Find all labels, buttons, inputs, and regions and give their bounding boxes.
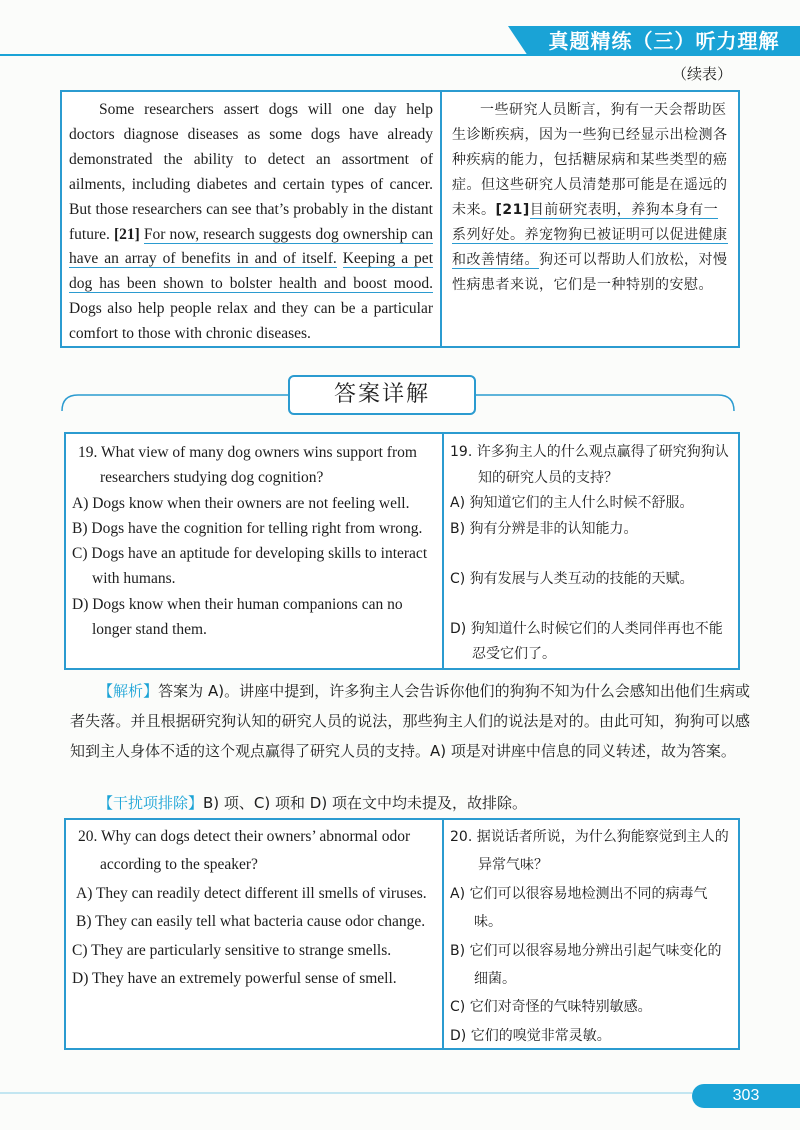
page-number: 303: [692, 1084, 800, 1108]
q20-divider: [442, 820, 444, 1048]
q20-zh-option-a: A) 它们可以很容易地检测出不同的病毒气味。: [450, 885, 708, 931]
q20-en-option-c: C) They are particularly sensitive to strange smells.: [72, 941, 392, 959]
passage-zh-underline-2: 养宠物狗已被证明可以促进健康和改善情绪。: [452, 227, 728, 268]
q20-english: [72, 823, 436, 993]
q19-chinese: [450, 440, 732, 668]
passage-zh-underline-1: 目前研究表明，养狗本身有一系列好处。: [452, 202, 719, 243]
header-band-edge: [508, 26, 528, 56]
q19-zh-question: 19. 许多狗主人的什么观点赢得了研究狗狗认知的研究人员的支持？: [450, 444, 729, 486]
passage-zh-part1: 一些研究人员断言，狗有一天会帮助医生诊断疾病，因为一些狗已经显示出检测各种疾病的能力，包括糖尿病和某些类型的癌症。但这些研究人员清楚那可能是在遥远的未来。: [452, 102, 728, 218]
passage-zh-marker: [21]: [495, 202, 530, 218]
q20-zh-option-c: C) 它们对奇怪的气味特别敏感。: [450, 999, 652, 1016]
passage-en-underline-2: Keeping a pet dog has been shown to bolster health and boost mood.: [69, 250, 433, 293]
question-19-table: [64, 432, 740, 670]
passage-en-part1: Some researchers assert dogs will one day help doctors diagnose diseases as some dogs have already demonstrated the ability to detect an assortment of ailments, including diabetes and certain types of cancer. But those researchers can see that’s probably in the distant future.: [69, 101, 433, 243]
distractor-text: B) 项、C) 项和 D) 项在文中均未提及，故排除。: [203, 794, 527, 812]
q19-distractor: [70, 788, 750, 818]
passage-en-part2: Dogs also help people relax and they can be a particular comfort to those with chronic diseases.: [69, 300, 433, 343]
header-rule: [0, 54, 528, 56]
q20-chinese: [450, 823, 732, 1050]
distractor-tag: 【干扰项排除】: [98, 794, 204, 812]
q19-zh-option-c: C) 狗有发展与人类互动的技能的天赋。: [450, 570, 694, 587]
q20-en-option-b: B) They can easily tell what bacteria cause odor change.: [76, 913, 426, 931]
q20-en-question: 20. Why can dogs detect their owners’ abnormal odor according to the speaker?: [78, 828, 411, 874]
analysis-text: 答案为 A)。讲座中提到，许多狗主人会告诉你他们的狗狗不知为什么会感知出他们生病或者失落。并且根据研究狗认知的研究人员的说法，那些狗主人们的说法是对的。由此可知，狗狗可以感知到主人身体不适的这个观点赢得了研究人员的支持。A) 项是对讲座中信息的同义转述，故为答案。: [70, 682, 750, 760]
footer-rule: [0, 1092, 692, 1094]
q20-en-option-d: D) They have an extremely powerful sense of smell.: [72, 970, 397, 988]
section-title: 答案详解: [288, 375, 476, 415]
q19-divider: [442, 434, 444, 668]
q19-en-option-d: D) Dogs know when their human companions can no longer stand them.: [72, 595, 403, 639]
q19-english: [72, 440, 436, 642]
chapter-header: 真题精练（三）听力理解: [528, 26, 800, 56]
passage-divider: [440, 92, 442, 346]
q19-zh-option-a: A) 狗知道它们的主人什么时候不舒服。: [450, 495, 694, 511]
q19-zh-option-b: B) 狗有分辨是非的认知能力。: [450, 520, 638, 537]
q19-explanation: [70, 676, 750, 766]
q20-en-option-a: A) They can readily detect different ill smells of viruses.: [76, 884, 427, 902]
q20-zh-option-d: D) 它们的嗅觉非常灵敏。: [450, 1027, 611, 1044]
continued-label: （续表）: [672, 65, 733, 83]
q19-en-option-a: A) Dogs know when their owners are not feeling well.: [72, 494, 410, 512]
q19-en-question: 19. What view of many dog owners wins support from researchers studying dog cognition?: [78, 444, 417, 487]
question-20-table: [64, 818, 740, 1050]
passage-zh-part2: 狗还可以帮助人们放松，对慢性病患者来说，它们是一种特别的安慰。: [452, 252, 728, 293]
q19-en-option-c: C) Dogs have an aptitude for developing skills to interact with humans.: [72, 545, 428, 588]
analysis-tag: 【解析】: [98, 682, 159, 700]
q19-zh-option-d: D) 狗知道什么时候它们的人类同伴再也不能忍受它们了。: [450, 620, 723, 662]
passage-english: [69, 98, 433, 347]
passage-table: [60, 90, 740, 348]
passage-en-marker: [21]: [113, 225, 140, 243]
q20-zh-question: 20. 据说话者所说，为什么狗能察觉到主人的异常气味？: [450, 829, 729, 874]
passage-chinese: [452, 98, 728, 298]
passage-en-underline-1: For now, research suggests dog ownership can have an array of benefits in and of itself.: [69, 225, 434, 268]
q19-en-option-b: B) Dogs have the cognition for telling right from wrong.: [72, 519, 423, 537]
q20-zh-option-b: B) 它们可以很容易地分辨出引起气味变化的细菌。: [450, 942, 722, 988]
